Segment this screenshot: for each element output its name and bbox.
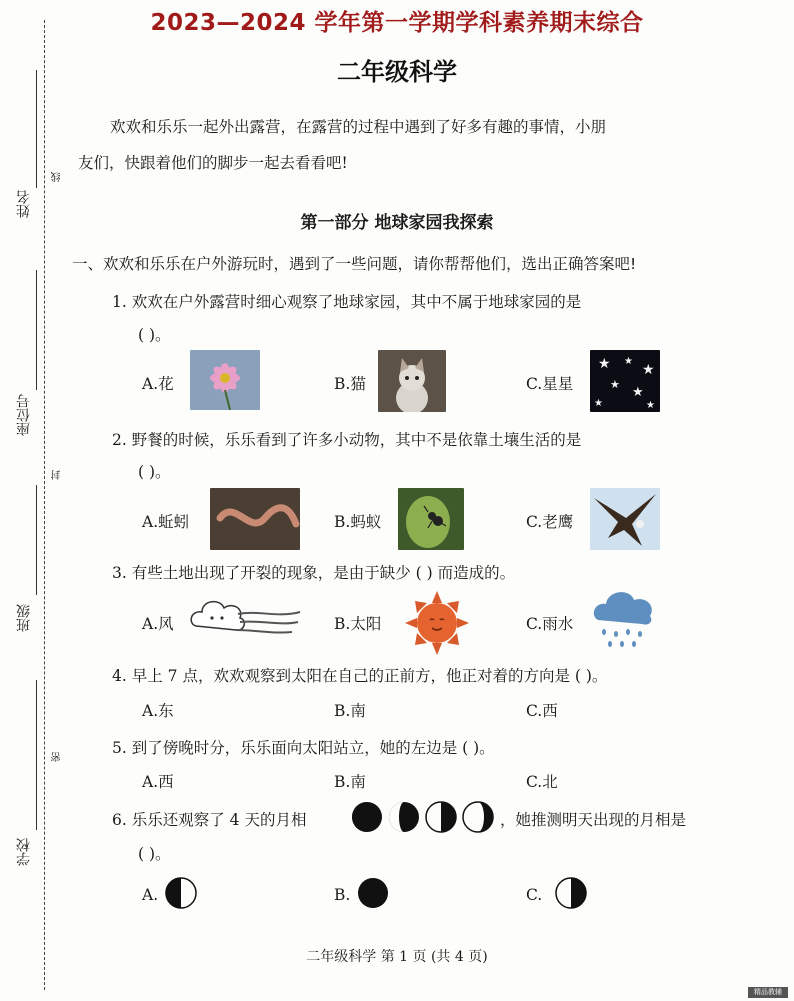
q3-option-a[interactable]: A.风 bbox=[142, 615, 174, 633]
svg-text:★: ★ bbox=[594, 398, 603, 409]
svg-text:★: ★ bbox=[598, 356, 611, 372]
q4-option-c[interactable]: C.西 bbox=[526, 702, 558, 720]
page-footer: 二年级科学 第 1 页 (共 4 页) bbox=[306, 949, 488, 965]
sun-icon bbox=[404, 590, 470, 656]
question-6-text-b: ，她推测明天出现的月相是 bbox=[500, 811, 687, 829]
moon-phase-4-icon bbox=[463, 802, 493, 832]
question-2 bbox=[112, 428, 752, 450]
school-label: 学校 bbox=[16, 838, 32, 866]
eagle-image bbox=[590, 488, 660, 550]
seat-line bbox=[36, 270, 37, 390]
question-1-blank[interactable]: ( )。 bbox=[138, 326, 171, 344]
binding-dashed-line bbox=[44, 20, 45, 990]
question-number: 5. bbox=[112, 739, 127, 757]
q1-option-a[interactable]: A.花 bbox=[142, 375, 174, 393]
question-3 bbox=[112, 561, 752, 583]
question-text: 到了傍晚时分，乐乐面向太阳站立，她的左边是 ( )。 bbox=[131, 739, 495, 757]
q2-option-b[interactable]: B.蚂蚁 bbox=[334, 513, 382, 531]
flower-image bbox=[190, 350, 260, 410]
question-number: 1. bbox=[112, 293, 127, 311]
q5-option-c[interactable]: C.北 bbox=[526, 773, 558, 791]
moon-phase-2-icon bbox=[389, 802, 419, 832]
rain-cloud-icon bbox=[590, 586, 658, 650]
stars-image bbox=[590, 350, 660, 412]
part-title: 一、欢欢和乐乐在户外游玩时，遇到了一些问题，请你帮帮他们，选出正确答案吧! bbox=[72, 255, 637, 273]
moon-option-b-icon bbox=[356, 876, 390, 914]
q4-option-a[interactable]: A.东 bbox=[142, 702, 174, 720]
xian-mark: 线 bbox=[52, 172, 63, 182]
q6-option-c[interactable]: C. bbox=[526, 886, 543, 904]
question-text: 野餐的时候，乐乐看到了许多小动物，其中不是依靠土壤生活的是 bbox=[131, 431, 582, 449]
mi-mark: 密 bbox=[52, 752, 63, 762]
cat-image bbox=[378, 350, 446, 412]
q2-option-c[interactable]: C.老鹰 bbox=[526, 513, 574, 531]
question-text: 有些土地出现了开裂的现象，是由于缺少 ( ) 而造成的。 bbox=[131, 564, 516, 582]
q1-option-b[interactable]: B.猫 bbox=[334, 375, 366, 393]
name-line bbox=[36, 70, 37, 188]
intro-line-2: 友们，快跟着他们的脚步一起去看看吧! bbox=[78, 154, 348, 172]
moon-phase-3-icon bbox=[426, 802, 456, 832]
seat-label: 座位号 bbox=[16, 394, 32, 436]
question-5 bbox=[112, 736, 752, 758]
svg-text:★: ★ bbox=[646, 400, 655, 411]
question-text-a: 乐乐还观察了 4 天的月相 bbox=[131, 811, 307, 829]
subject-title: 二年级科学 bbox=[337, 58, 457, 86]
school-line bbox=[36, 680, 37, 830]
earthworm-image bbox=[210, 488, 300, 550]
question-text: 欢欢在户外露营时细心观察了地球家园，其中不属于地球家园的是 bbox=[131, 293, 582, 311]
section-title: 第一部分 地球家园我探索 bbox=[300, 213, 494, 233]
intro-line-1: 欢欢和乐乐一起外出露营，在露营的过程中遇到了好多有趣的事情，小朋 bbox=[110, 118, 607, 136]
svg-text:★: ★ bbox=[642, 362, 655, 378]
moon-option-c-icon bbox=[554, 876, 588, 914]
feng-mark: 封 bbox=[52, 470, 63, 480]
q3-option-b[interactable]: B.太阳 bbox=[334, 615, 382, 633]
class-label: 班级 bbox=[16, 604, 32, 632]
name-label: 姓名 bbox=[16, 190, 32, 218]
svg-text:★: ★ bbox=[610, 378, 620, 391]
question-2-blank[interactable]: ( )。 bbox=[138, 463, 171, 481]
svg-text:★: ★ bbox=[632, 385, 644, 400]
q5-option-a[interactable]: A.西 bbox=[142, 773, 174, 791]
q6-option-b[interactable]: B. bbox=[334, 886, 351, 904]
q2-option-a[interactable]: A.蚯蚓 bbox=[142, 513, 190, 531]
q6-option-a[interactable]: A. bbox=[142, 886, 159, 904]
q1-option-c[interactable]: C.星星 bbox=[526, 375, 574, 393]
question-1 bbox=[112, 290, 752, 312]
question-4 bbox=[112, 664, 752, 686]
question-text: 早上 7 点，欢欢观察到太阳在自己的正前方，他正对着的方向是 ( )。 bbox=[131, 667, 608, 685]
exam-title: 2023—2024 学年第一学期学科素养期末综合 bbox=[150, 10, 644, 36]
question-6-blank[interactable]: ( )。 bbox=[138, 845, 171, 863]
watermark-logo: 精品教辅 bbox=[748, 987, 788, 998]
q3-option-c[interactable]: C.雨水 bbox=[526, 615, 574, 633]
question-number: 2. bbox=[112, 431, 127, 449]
moon-option-a-icon bbox=[164, 876, 198, 914]
moon-phase-1-icon bbox=[352, 802, 382, 832]
question-number: 4. bbox=[112, 667, 127, 685]
question-number: 3. bbox=[112, 564, 127, 582]
wind-cloud-icon bbox=[188, 596, 304, 640]
q4-option-b[interactable]: B.南 bbox=[334, 702, 366, 720]
moon-phase-sequence bbox=[350, 800, 496, 834]
question-number: 6. bbox=[112, 811, 127, 829]
q5-option-b[interactable]: B.南 bbox=[334, 773, 366, 791]
ant-image bbox=[398, 488, 464, 550]
class-line bbox=[36, 485, 37, 595]
svg-text:★: ★ bbox=[624, 356, 633, 367]
